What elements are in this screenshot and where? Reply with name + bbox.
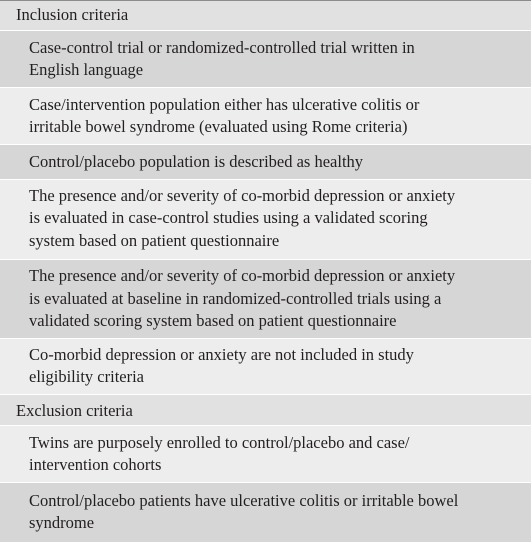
inclusion-criteria-heading: Inclusion criteria [16,5,129,24]
inclusion-item-line: validated scoring system based on patient questionnaire [29,311,397,330]
exclusion-item-line: Twins are purposely enrolled to control/placebo and case/ [29,433,410,452]
inclusion-item-line: Case/intervention population either has ulcerative colitis or [29,95,420,114]
exclusion-criteria-heading: Exclusion criteria [16,401,133,420]
inclusion-item-line: eligibility criteria [29,367,145,386]
inclusion-item [0,145,531,180]
inclusion-item-line: is evaluated at baseline in randomized-controlled trials using a [29,289,442,308]
inclusion-item-line: Case-control trial or randomized-controlled trial written in [29,38,415,57]
exclusion-item-line: Control/placebo patients have ulcerative colitis or irritable bowel [29,491,459,510]
inclusion-item-line: irritable bowel syndrome (evaluated using Rome criteria) [29,117,408,136]
inclusion-item [0,88,531,145]
inclusion-item-line: Control/placebo population is described as healthy [29,152,364,171]
exclusion-item [0,426,531,483]
inclusion-item [0,31,531,88]
inclusion-item-line: The presence and/or severity of co-morbid depression or anxiety [29,186,456,205]
inclusion-item-line: Co-morbid depression or anxiety are not included in study [29,345,414,364]
inclusion-item [0,339,531,395]
inclusion-item [0,180,531,260]
exclusion-criteria-header [0,395,531,426]
exclusion-item-line: syndrome [29,513,95,532]
inclusion-item-line: The presence and/or severity of co-morbid depression or anxiety [29,266,456,285]
inclusion-item-line: system based on patient questionnaire [29,231,280,250]
inclusion-item [0,260,531,339]
inclusion-item-line: is evaluated in case-control studies using a validated scoring [29,208,428,227]
exclusion-item-line: intervention cohorts [29,455,162,474]
inclusion-item-line: English language [29,60,144,79]
inclusion-criteria-header [0,1,531,31]
exclusion-item [0,483,531,542]
